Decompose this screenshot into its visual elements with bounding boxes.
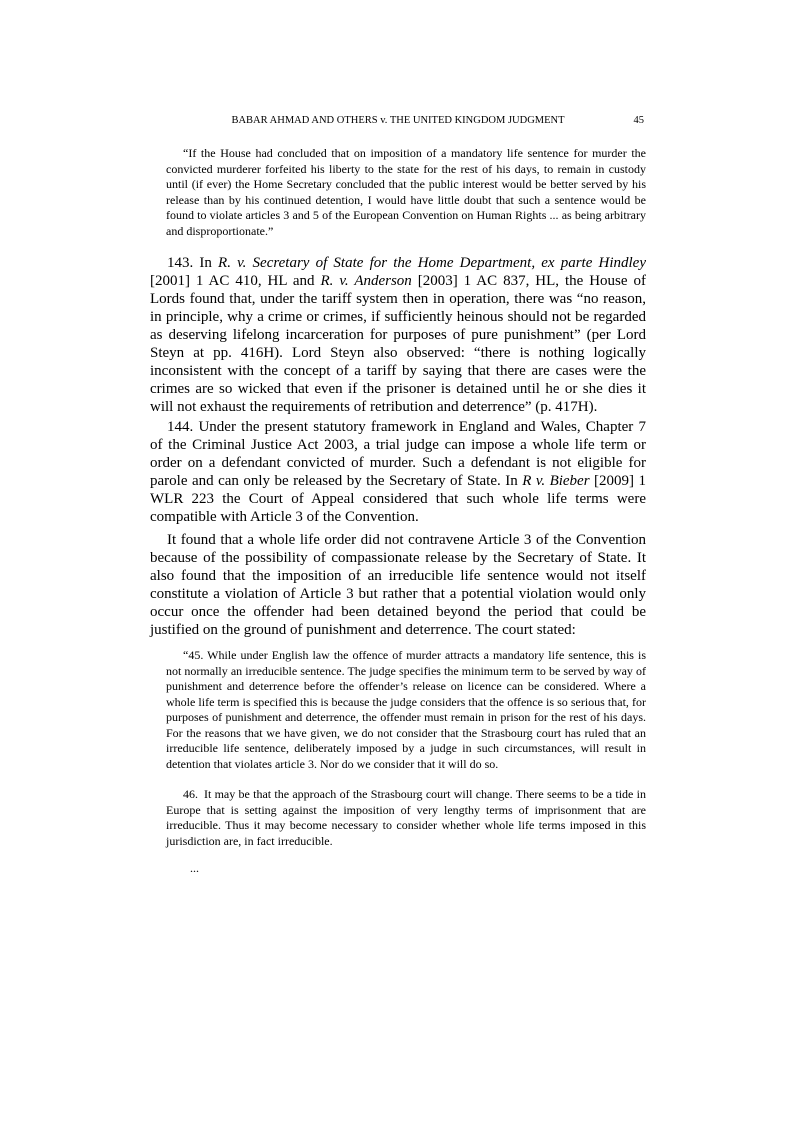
paragraph-143-text: [2003] 1 AC 837, HL, the House of Lords found that, under the tariff system then in operation, there was “no reason, in principle, why a crime or crimes, if sufficiently heinous should not be regarded as deserving lifelong incarceration for purposes of pure punishment” (per Lord Steyn at pp. 416H). Lord Steyn also observed: “there is nothing logically inconsistent with the concept of a tariff by saying that there are cases were the crimes are so wicked that even if the prisoner is detained until he or she dies it will not exhaust the requirements of retribution and deterrence” (p. 417H). (150, 273, 646, 415)
case-name-anderson: R. v. Anderson (320, 273, 412, 289)
page-number: 45 (633, 115, 644, 126)
case-name-hindley: R. v. Secretary of State for the Home Department, ex parte Hindley (218, 255, 646, 271)
blockquote-paragraph-46: 46. It may be that the approach of the Strasbourg court will change. There seems to be a tide in Europe that is setting against the imposition of very lengthy terms of imprisonment that are irreducible. Thus it may become necessary to consider whether whole life terms imposed in this jurisdiction are, in fact irreducible. (166, 787, 646, 848)
paragraph-144-text: 144. Under the present statutory framework in England and Wales, Chapter 7 of the Criminal Justice Act 2003, a trial judge can impose a whole life term or order on a defendant convicted of murder. Such a defendant is not eligible for parole and can only be released by the Secretary of State. In (150, 419, 646, 489)
paragraph-143 (150, 254, 646, 416)
paragraph-144 (150, 418, 646, 526)
quote-ellipsis: ... (190, 861, 199, 875)
blockquote-house-conclusion: “If the House had concluded that on imposition of a mandatory life sentence for murder the convicted murderer forfeited his liberty to the state for the rest of his days, to remain in custody until (if ever) the Home Secretary concluded that the public interest would be better served by his release than by his continued detention, I would have little doubt that such a sentence would be found to violate articles 3 and 5 of the European Convention on Human Rights ... as being arbitrary and disproportionate.” (166, 146, 646, 238)
paragraph-144-text: [2009] 1 WLR 223 the Court of Appeal considered that such whole life terms were compatible with Article 3 of the Convention. (150, 473, 646, 525)
header-case-title: BABAR AHMAD AND OTHERS v. THE UNITED KINGDOM JUDGMENT (231, 115, 565, 126)
blockquote-paragraph-45: “45. While under English law the offence of murder attracts a mandatory life sentence, this is not normally an irreducible sentence. The judge specifies the minimum term to be served by way of punishment and deterrence before the offender’s release on licence can be considered. Where a whole life term is specified this is because the judge considers that the offence is so serious that, for purposes of punishment and deterrence, the offender must remain in prison for the rest of his days. For the reasons that we have given, we do not consider that the Strasbourg court has ruled that an irreducible life sentence, deliberately imposed by a judge in such circumstances, will result in detention that violates article 3. Nor do we consider that it will do so. (166, 648, 646, 771)
paragraph-it-found: It found that a whole life order did not contravene Article 3 of the Convention because of the possibility of compassionate release by the Secretary of State. It also found that the imposition of an irreducible life sentence would not itself constitute a violation of Article 3 but rather that a potential violation would only occur once the offender had been detained beyond the period that could be justified on the ground of punishment and deterrence. The court stated: (150, 532, 646, 638)
paragraph-143-text: [2001] 1 AC 410, HL and (150, 273, 321, 289)
paragraph-143-text: 143. In (167, 255, 219, 271)
case-name-bieber: R v. Bieber (522, 473, 590, 489)
page-content (150, 114, 646, 877)
running-header (150, 114, 646, 128)
